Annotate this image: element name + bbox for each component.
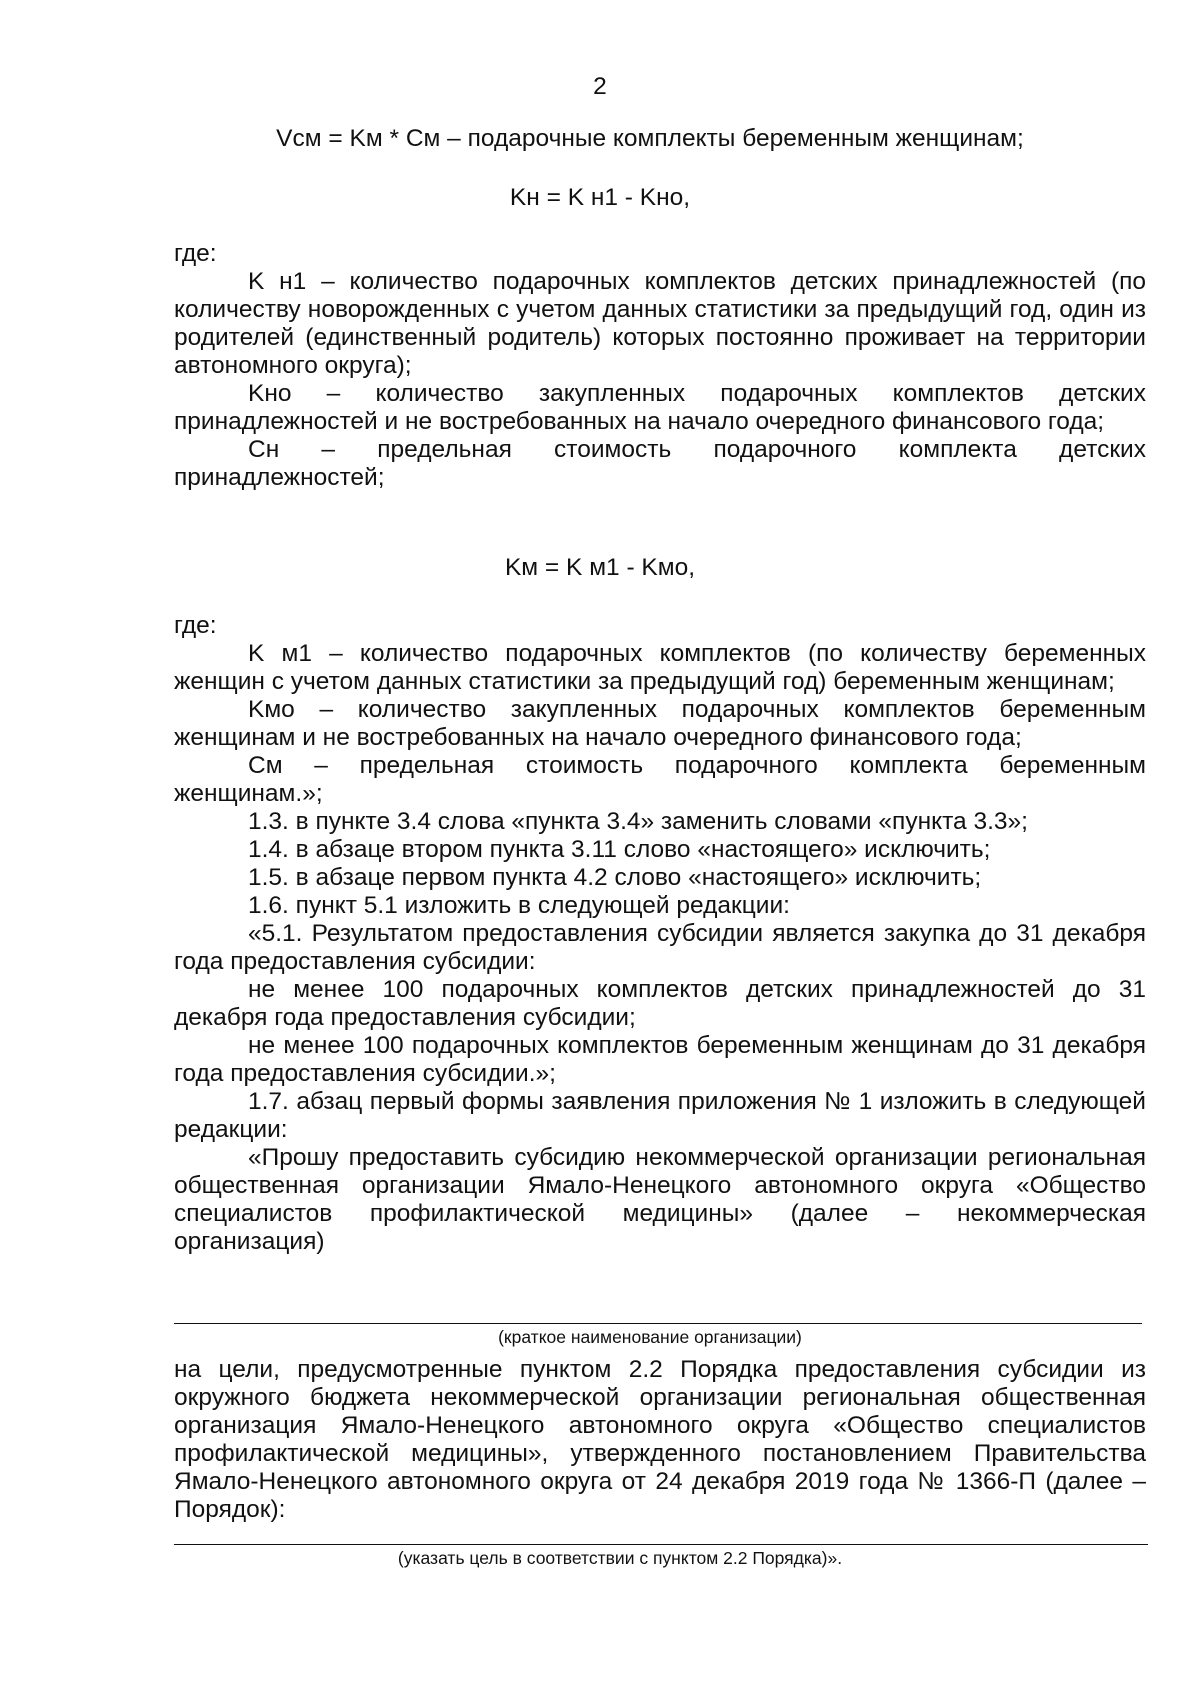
goal-underline [174, 1544, 1148, 1545]
definition-cm: Cм – предельная стоимость подарочного комплекта беременным женщинам.»; [174, 752, 1146, 807]
definition-cn: Cн – предельная стоимость подарочного комплекта детских принадлежностей; [174, 436, 1146, 491]
where-label: где: [174, 240, 217, 267]
caption-org-name: (краткое наименование организации) [498, 1327, 802, 1347]
request-text: «Прошу предоставить субсидию некоммерческой организации региональная общественная организации Ямало-Ненецкого автономного округа «Общество специалистов профилактической медицины» (далее – некоммерческая организация) [174, 1144, 1146, 1255]
org-name-underline [174, 1323, 1142, 1324]
formula-kn: Kн = K н1 - Kно, [509, 184, 691, 211]
formula-km: Kм = K м1 - Kмо, [504, 554, 696, 581]
amendment-1-5: 1.5. в абзаце первом пункта 4.2 слово «настоящего» исключить; [248, 864, 982, 891]
purpose-block [174, 1356, 1146, 1524]
definition-kmo: Kмо – количество закупленных подарочных комплектов беременным женщинам и не востребованных на начало очередного финансового года; [174, 696, 1146, 751]
caption-goal: (указать цель в соответствии с пунктом 2.2 Порядка)». [397, 1548, 843, 1568]
amendment-1-7: 1.7. абзац первый формы заявления приложения № 1 изложить в следующей редакции: [174, 1088, 1146, 1143]
amendment-1-6: 1.6. пункт 5.1 изложить в следующей редакции: [248, 892, 790, 919]
page-number: 2 [593, 73, 607, 100]
definition-kn1: K н1 – количество подарочных комплектов детских принадлежностей (по количеству новорожденных с учетом данных статистики за предыдущий год, один из родителей (единственный родитель) которых постоянно проживает на территории автономного округа); [174, 268, 1146, 379]
definitions-km-and-amendments [174, 612, 1146, 1256]
clause-5-1-pregnant-kits: не менее 100 подарочных комплектов беременным женщинам до 31 декабря года предоставления субсидии.»; [174, 1032, 1146, 1087]
where-label: где: [174, 612, 217, 639]
purpose-text: на цели, предусмотренные пунктом 2.2 Порядка предоставления субсидии из окружного бюджета некоммерческой организации региональная общественная организация Ямало-Ненецкого автономного округа «Общество специалистов профилактической медицины», утвержденного постановлением Правительства Ямало-Ненецкого автономного округа от 24 декабря 2019 года № 1366-П (далее – Порядок): [174, 1356, 1146, 1523]
clause-5-1: «5.1. Результатом предоставления субсидии является закупка до 31 декабря года предоставления субсидии: [174, 920, 1146, 975]
definitions-kn [174, 240, 1146, 492]
definition-km1: K м1 – количество подарочных комплектов (по количеству беременных женщин с учетом данных статистики за предыдущий год) беременным женщинам; [174, 640, 1146, 695]
formula-vcm: Vсм = Kм * Cм – подарочные комплекты беременным женщинам; [276, 125, 1024, 152]
clause-5-1-children-kits: не менее 100 подарочных комплектов детских принадлежностей до 31 декабря года предоставления субсидии; [174, 976, 1146, 1031]
amendment-1-4: 1.4. в абзаце втором пункта 3.11 слово «настоящего» исключить; [248, 836, 991, 863]
amendment-1-3: 1.3. в пункте 3.4 слова «пункта 3.4» заменить словами «пункта 3.3»; [248, 808, 1028, 835]
definition-kno: Kно – количество закупленных подарочных комплектов детских принадлежностей и не востребованных на начало очередного финансового года; [174, 380, 1146, 435]
